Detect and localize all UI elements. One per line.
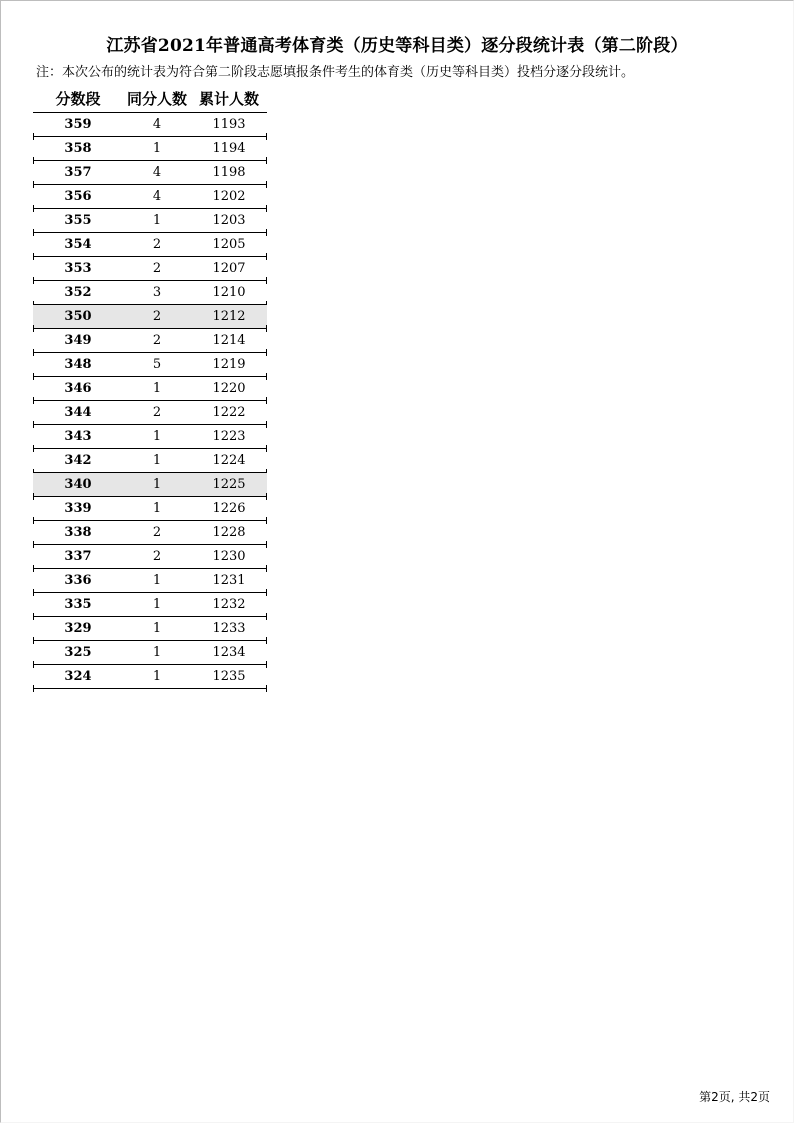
cell-same-count: 2 [152, 261, 162, 276]
cell-cumulative-count: 1232 [212, 597, 246, 612]
cell-cumulative-count: 1224 [212, 453, 246, 468]
table-row [33, 209, 267, 233]
header-score: 分数段 [55, 89, 101, 108]
cell-score: 342 [64, 453, 92, 468]
cell-score: 349 [64, 333, 92, 348]
cell-same-count: 2 [152, 549, 162, 564]
cell-cumulative-count: 1214 [212, 333, 246, 348]
table-row [33, 473, 267, 497]
cell-cumulative-count: 1228 [212, 525, 246, 540]
cell-score: 353 [64, 261, 92, 276]
cell-score: 324 [64, 669, 92, 684]
cell-cumulative-count: 1203 [212, 213, 246, 228]
cell-same-count: 4 [152, 117, 162, 132]
cell-cumulative-count: 1205 [212, 237, 246, 252]
cell-cumulative-count: 1193 [212, 117, 246, 132]
cell-same-count: 2 [152, 309, 162, 324]
table-note: 注：本次公布的统计表为符合第二阶段志愿填报条件考生的体育类（历史等科目类）投档分逐分段统计。 [36, 65, 635, 80]
cell-same-count: 1 [152, 429, 162, 444]
cell-score: 343 [64, 429, 92, 444]
cell-same-count: 1 [152, 381, 162, 396]
cell-score: 358 [64, 141, 92, 156]
cell-same-count: 2 [152, 333, 162, 348]
cell-same-count: 5 [152, 357, 162, 372]
table-row [33, 641, 267, 665]
score-distribution-table [33, 84, 267, 689]
cell-same-count: 1 [152, 597, 162, 612]
cell-same-count: 2 [152, 525, 162, 540]
cell-same-count: 4 [152, 165, 162, 180]
table-row [33, 401, 267, 425]
table-row [33, 257, 267, 281]
cell-score: 325 [64, 645, 92, 660]
cell-score: 348 [64, 357, 92, 372]
cell-cumulative-count: 1226 [212, 501, 246, 516]
cell-score: 356 [64, 189, 92, 204]
cell-same-count: 1 [152, 213, 162, 228]
table-row [33, 545, 267, 569]
cell-score: 357 [64, 165, 92, 180]
cell-score: 344 [64, 405, 92, 420]
table-row [33, 665, 267, 689]
table-row [33, 377, 267, 401]
table-row [33, 425, 267, 449]
table-row [33, 305, 267, 329]
table-row [33, 329, 267, 353]
cell-score: 339 [64, 501, 92, 516]
table-header [33, 84, 267, 113]
header-cumulative-count: 累计人数 [198, 89, 259, 108]
cell-same-count: 1 [152, 477, 162, 492]
cell-score: 346 [64, 381, 92, 396]
cell-same-count: 3 [152, 285, 162, 300]
cell-same-count: 1 [152, 621, 162, 636]
cell-cumulative-count: 1220 [212, 381, 246, 396]
cell-score: 338 [64, 525, 92, 540]
cell-cumulative-count: 1210 [212, 285, 246, 300]
cell-cumulative-count: 1198 [212, 165, 246, 180]
cell-score: 350 [64, 309, 92, 324]
table-row [33, 617, 267, 641]
cell-cumulative-count: 1235 [212, 669, 246, 684]
cell-same-count: 1 [152, 453, 162, 468]
cell-cumulative-count: 1222 [212, 405, 246, 420]
cell-score: 337 [64, 549, 92, 564]
table-row [33, 497, 267, 521]
table-row [33, 113, 267, 137]
cell-same-count: 2 [152, 237, 162, 252]
cell-cumulative-count: 1207 [212, 261, 246, 276]
cell-same-count: 4 [152, 189, 162, 204]
table-row [33, 593, 267, 617]
page-title: 江苏省2021年普通高考体育类（历史等科目类）逐分段统计表（第二阶段） [106, 36, 688, 56]
cell-score: 354 [64, 237, 92, 252]
cell-same-count: 1 [152, 573, 162, 588]
cell-same-count: 1 [152, 501, 162, 516]
cell-same-count: 1 [152, 669, 162, 684]
cell-cumulative-count: 1230 [212, 549, 246, 564]
cell-score: 329 [64, 621, 92, 636]
cell-cumulative-count: 1234 [212, 645, 246, 660]
table-row [33, 281, 267, 305]
table-row [33, 161, 267, 185]
cell-cumulative-count: 1212 [212, 309, 246, 324]
header-same-count: 同分人数 [126, 89, 187, 108]
table-row [33, 233, 267, 257]
table-row [33, 521, 267, 545]
cell-score: 336 [64, 573, 92, 588]
cell-cumulative-count: 1233 [212, 621, 246, 636]
cell-score: 352 [64, 285, 92, 300]
table-row [33, 569, 267, 593]
cell-cumulative-count: 1219 [212, 357, 246, 372]
table-row [33, 137, 267, 161]
cell-score: 335 [64, 597, 92, 612]
table-body [33, 113, 267, 689]
cell-score: 359 [64, 117, 92, 132]
cell-cumulative-count: 1225 [212, 477, 246, 492]
cell-score: 355 [64, 213, 92, 228]
cell-cumulative-count: 1194 [212, 141, 246, 156]
page-number: 第2页, 共2页 [699, 1090, 770, 1104]
table-row [33, 185, 267, 209]
cell-cumulative-count: 1231 [212, 573, 246, 588]
cell-same-count: 2 [152, 405, 162, 420]
table-row [33, 449, 267, 473]
cell-score: 340 [64, 477, 92, 492]
cell-same-count: 1 [152, 141, 162, 156]
cell-cumulative-count: 1223 [212, 429, 246, 444]
cell-cumulative-count: 1202 [212, 189, 246, 204]
table-row [33, 353, 267, 377]
cell-same-count: 1 [152, 645, 162, 660]
